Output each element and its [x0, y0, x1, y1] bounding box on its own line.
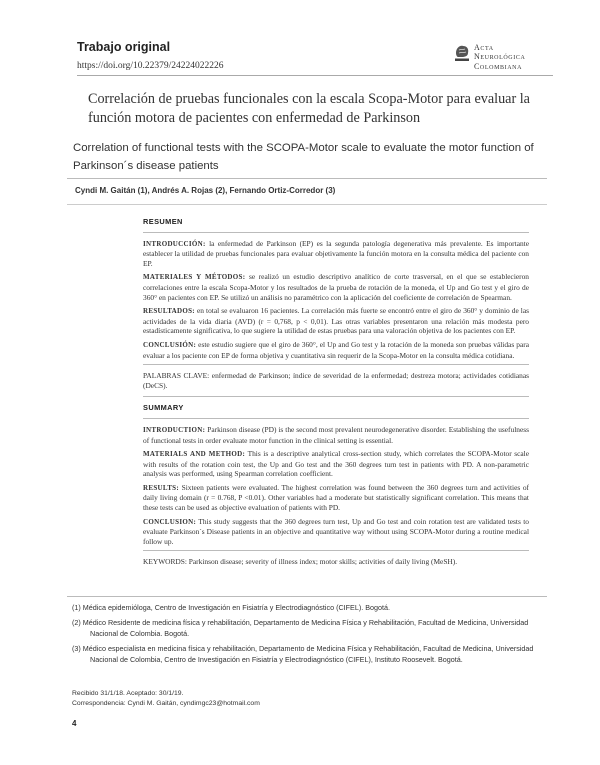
resumen-heading: RESUMEN	[143, 217, 183, 226]
summary-methods-label: MATERIALS AND METHOD:	[143, 450, 246, 459]
notes-divider	[67, 596, 547, 597]
authors: Cyndi M. Gaitán (1), Andrés A. Rojas (2), Fernando Ortiz-Corredor (3)	[75, 186, 336, 195]
resumen-keywords-label: PALABRAS CLAVE:	[143, 371, 210, 381]
header-divider	[77, 75, 553, 76]
summary-results-text: Sixteen patients were evaluated. The highest correlation was found between the 360 degrees turn and activities of daily living domain (r = 0.768, P <0.01). Other variables had a moderate but statistically significant correlation. This means that these tests can be used as objective evaluation of patients with PD.	[143, 482, 529, 513]
authors-divider-bottom	[67, 204, 547, 205]
affiliation-3: (3) Médico especialista en medicina física y rehabilitación, Departamento de Medicina Física y Rehabilitación, Facultad de Medicina, Universidad Nacional de Colombia, Centro de Investigación en Fisiatría y Electrodiagnóstico (CIFEL), Instituto Roosevelt. Bogotá.	[72, 644, 534, 664]
resumen-intro-text: la enfermedad de Parkinson (EP) es la segunda patología degenerativa más prevalente. Es importante establecer la utilidad de pruebas funcionales para evaluar objetivamente la función motora en la consulta médica del paciente con EP.	[143, 238, 529, 268]
resumen-intro	[143, 239, 529, 269]
summary-divider-top	[143, 396, 529, 397]
resumen-results-text: en total se evaluaron 16 pacientes. La correlación más fuerte se encontró entre el giro de 360° y dominio de las actividades de la vida diaria (AVD) (r = 0,768, p < 0,01). Las otras variables presentaron una relación más modesta pero estadísticamente significativa, lo que sugiere la utilidad de estas pruebas para una valoración objetiva de los pacientes con EP.	[143, 306, 529, 336]
journal-name	[474, 43, 525, 71]
brain-logo-icon	[454, 44, 470, 62]
summary-keywords-divider	[143, 550, 529, 551]
journal-name-line2: Neurológica	[474, 52, 526, 62]
title-english: Correlation of functional tests with the SCOPA-Motor scale to evaluate the motor function of Parkinson´s disease patients	[73, 142, 534, 172]
journal-branding	[454, 43, 564, 73]
summary-methods	[143, 449, 529, 479]
affiliations	[72, 603, 542, 670]
resumen-keywords-text: enfermedad de Parkinson; índice de severidad de la enfermedad; destreza motora; actividades cotidianas (DeCS).	[143, 371, 530, 390]
summary-intro-label: INTRODUCTION:	[143, 425, 206, 434]
resumen-divider	[143, 232, 529, 233]
summary-intro-text: Parkinson disease (PD) is the second most prevalent neurodegenerative disorder. Establishing the usefulness of functional tests in order evaluate motor function in the clinical setting is essential.	[143, 424, 529, 445]
resumen-methods-text: se realizó un estudio descriptivo analítico de corte trasversal, en el que se establecieron correlaciones entre la escala Scopa-Motor y los resultados de la prueba de rotación de la moneda, el Up and Go test y el giro de 360° en pacientes con EP. Se utilizó un análisis no paramétrico con la aplicación del coeficiente de correlación de Spearman.	[143, 272, 530, 302]
resumen-intro-label: INTRODUCCIÓN:	[143, 239, 206, 248]
page-number: 4	[72, 719, 77, 728]
resumen-conclusion-text: este estudio sugiere que el giro de 360°, el Up and Go test y la rotación de la moneda son pruebas válidas para evaluar a los paciente con EP de forma objetiva y cuantitativa sin requerir de la Scopa-Motor en la consulta médica cotidiana.	[143, 339, 529, 360]
summary-conclusion-label: CONCLUSION:	[143, 517, 197, 526]
summary-keywords-text: Parkinson disease; severity of illness index; motor skills; activities of daily living (MeSH).	[186, 557, 458, 567]
footer	[72, 689, 542, 709]
authors-divider-top	[67, 178, 547, 179]
affiliation-1: (1) Médica epidemióloga, Centro de Investigación en Fisiatría y Electrodiagnóstico (CIFEL). Bogotá.	[72, 603, 391, 612]
doi-link[interactable]: https://doi.org/10.22379/24224022226	[77, 61, 224, 71]
summary-results	[143, 483, 529, 513]
summary-results-label: RESULTS:	[143, 483, 179, 492]
resumen-conclusion-label: CONCLUSIÓN:	[143, 340, 197, 349]
correspondence: Correspondencia: Cyndi M. Gaitán, cyndimgc23@hotmail.com	[72, 700, 260, 707]
summary-keywords	[143, 557, 529, 567]
summary-keywords-label: KEYWORDS:	[143, 557, 187, 567]
article-type: Trabajo original	[77, 40, 171, 54]
summary-methods-text: This is a descriptive analytical cross-section study, which correlates the SCOPA-Motor scale with results of the rotation coin test, the Up and Go test and the 360 degrees turn test in patients with PD. A non-parametric analysis was performed, using Spearman correlation coefficient.	[143, 449, 530, 479]
summary-conclusion	[143, 517, 529, 547]
received-dates: Recibido 31/1/18. Aceptado: 30/1/19.	[72, 690, 184, 697]
title-spanish: Correlación de pruebas funcionales con la escala Scopa-Motor para evaluar la función motora de pacientes con enfermedad de Parkinson	[88, 91, 530, 126]
abstract	[143, 215, 529, 573]
resumen-keywords-divider	[143, 364, 529, 365]
resumen-results	[143, 306, 529, 336]
summary-divider	[143, 418, 529, 419]
resumen-results-label: RESULTADOS:	[143, 307, 195, 316]
affiliation-2: (2) Médico Residente de medicina física y rehabilitación, Departamento de Medicina Física y Rehabilitación, Facultad de Medicina, Universidad Nacional de Colombia. Bogotá.	[72, 618, 529, 638]
resumen-methods-label: MATERIALES Y MÉTODOS:	[143, 273, 246, 282]
resumen-keywords	[143, 371, 529, 390]
summary-intro	[143, 425, 529, 445]
summary-conclusion-text: This study suggests that the 360 degrees turn test, Up and Go test and coin rotation test are validated tests to evaluate Parkinson´s Disease patients in an objective and quantitative way without using SCOPA-Motor during a routine medical follow up.	[143, 516, 529, 546]
journal-name-line3: Colombiana	[474, 61, 523, 71]
summary-heading: SUMMARY	[143, 403, 184, 413]
resumen-conclusion	[143, 340, 529, 360]
journal-name-line1: Acta	[474, 43, 494, 52]
resumen-methods	[143, 272, 529, 302]
